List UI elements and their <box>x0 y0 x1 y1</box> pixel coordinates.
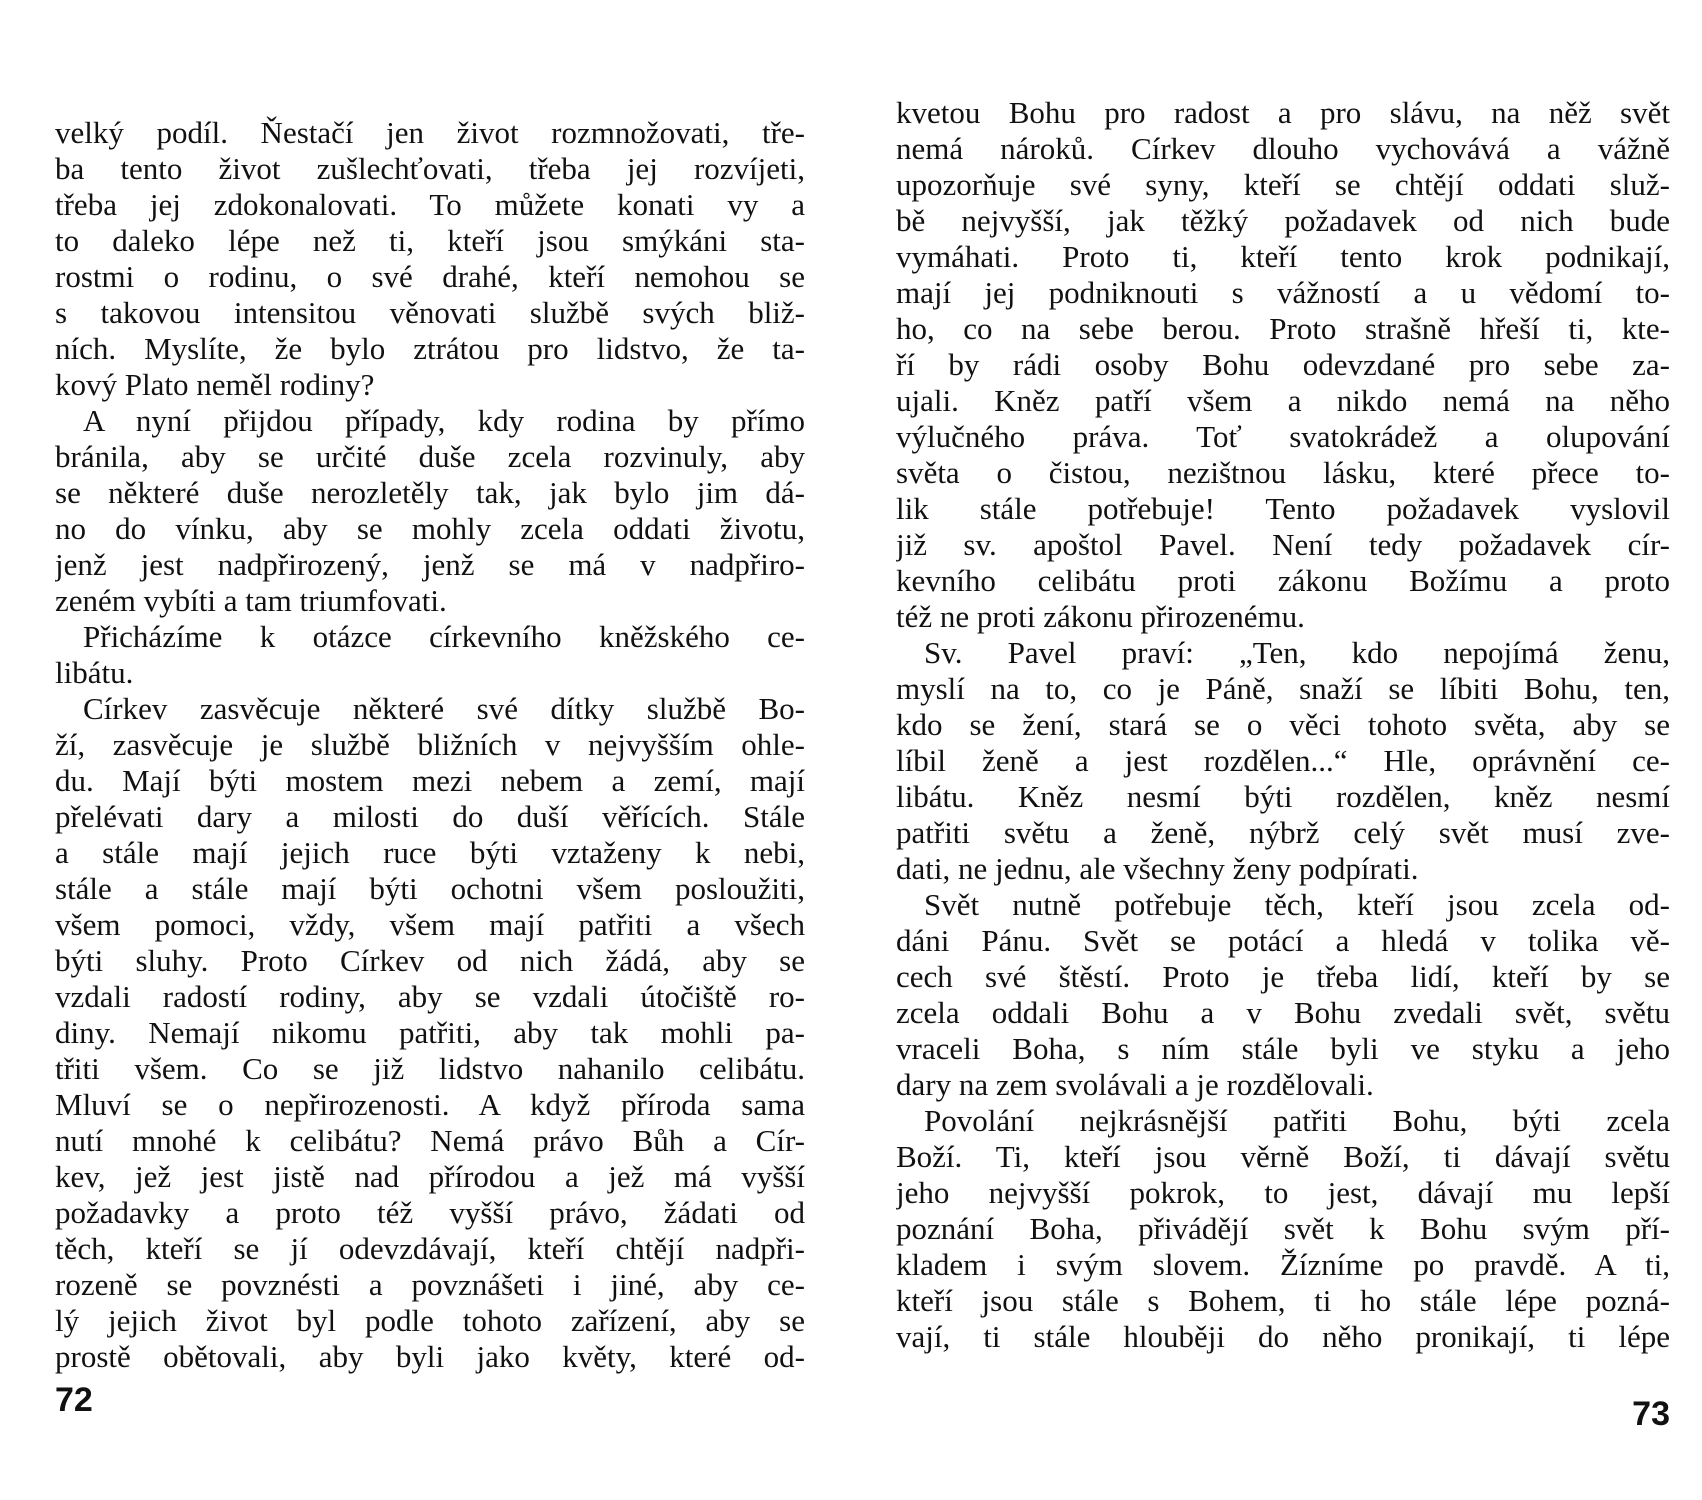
right-page-text <box>896 95 1670 1355</box>
text-line: již sv. apoštol Pavel. Není tedy požadavek cír- <box>896 527 1670 562</box>
text-line: všem pomoci, vždy, všem mají patřiti a všech <box>55 907 805 942</box>
text-line: těch, kteří se jí odevzdávají, kteří chtějí nadpři- <box>55 1231 805 1266</box>
text-line: kev, jež jest jistě nad přírodou a jež má vyšší <box>55 1159 805 1194</box>
text-line: libátu. Kněz nesmí býti rozdělen, kněz nesmí <box>896 779 1670 814</box>
text-line: Boží. Ti, kteří jsou věrně Boží, ti dávají světu <box>896 1139 1670 1174</box>
text-line: myslí na to, co je Páně, snaží se líbiti Bohu, ten, <box>896 671 1670 706</box>
text-line: výlučného práva. Toť svatokrádež a olupování <box>896 419 1670 454</box>
text-line: třiti všem. Co se již lidstvo nahanilo celibátu. <box>55 1051 805 1086</box>
text-line: kvetou Bohu pro radost a pro slávu, na něž svět <box>896 95 1670 130</box>
text-line: požadavky a proto též vyšší právo, žádati od <box>55 1195 805 1230</box>
text-line: cech své štěstí. Proto je třeba lidí, kteří by se <box>896 959 1670 994</box>
text-line: dati, ne jednu, ale všechny ženy podpírati. <box>896 851 1419 886</box>
text-line: zeném vybíti a tam triumfovati. <box>55 583 447 618</box>
text-line: Sv. Pavel praví: „Ten, kdo nepojímá ženu, <box>924 635 1670 670</box>
text-line: rostmi o rodinu, o své drahé, kteří nemohou se <box>55 259 805 294</box>
text-line: nutí mnohé k celibátu? Nemá právo Bůh a Cír- <box>55 1123 805 1158</box>
text-line: jenž jest nadpřirozený, jenž se má v nadpřiro- <box>55 547 805 582</box>
text-line: prostě obětovali, aby byli jako květy, které od- <box>55 1339 805 1374</box>
text-line: velký podíl. Ňestačí jen život rozmnožovati, tře- <box>55 115 805 150</box>
text-line: líbil ženě a jest rozdělen...“ Hle, oprávnění ce- <box>896 743 1670 778</box>
text-line: Mluví se o nepřirozenosti. A když příroda sama <box>55 1087 805 1122</box>
text-line: nemá nároků. Církev dlouho vychovává a vážně <box>896 131 1670 166</box>
text-line: stále a stále mají býti ochotni všem posloužiti, <box>55 871 805 906</box>
text-line: s takovou intensitou věnovati službě svých bliž- <box>55 295 805 330</box>
left-page-text <box>55 115 805 1375</box>
text-line: lý jejich život byl podle tohoto zařízení, aby se <box>55 1303 805 1338</box>
text-line: kteří jsou stále s Bohem, ti ho stále lépe pozná- <box>896 1283 1670 1318</box>
text-line: dáni Pánu. Svět se potácí a hledá v tolika vě- <box>896 923 1670 958</box>
text-line: třeba jej zdokonalovati. To můžete konati vy a <box>55 187 805 222</box>
text-line: kdo se žení, stará se o věci tohoto světa, aby se <box>896 707 1670 742</box>
text-line: lik stále potřebuje! Tento požadavek vyslovil <box>896 491 1670 526</box>
text-line: dary na zem svolávali a je rozdělovali. <box>896 1067 1374 1102</box>
text-line: kladem i svým slovem. Žízníme po pravdě. A ti, <box>896 1247 1670 1282</box>
text-line: se některé duše nerozletěly tak, jak bylo jim dá- <box>55 475 805 510</box>
text-line: ří by rádi osoby Bohu odevzdané pro sebe za- <box>896 347 1670 382</box>
right-page-number: 73 <box>1632 1395 1670 1433</box>
text-line: a stále mají jejich ruce býti vztaženy k nebi, <box>55 835 805 870</box>
text-line: rozeně se povznésti a povznášeti i jiné, aby ce- <box>55 1267 805 1302</box>
text-line: bě nejvyšší, jak těžký požadavek od nich bude <box>896 203 1670 238</box>
text-line: ujali. Kněz patří všem a nikdo nemá na něho <box>896 383 1670 418</box>
text-line: kový Plato neměl rodiny? <box>55 367 375 402</box>
text-line: býti sluhy. Proto Církev od nich žádá, aby se <box>55 943 805 978</box>
text-line: bránila, aby se určité duše zcela rozvinuly, aby <box>55 439 805 474</box>
text-line: libátu. <box>55 655 134 690</box>
text-line: ních. Myslíte, že bylo ztrátou pro lidstvo, že ta- <box>55 331 805 366</box>
text-line: Přicházíme k otázce církevního kněžského ce- <box>83 619 805 654</box>
text-line: přelévati dary a milosti do duší věřících. Stále <box>55 799 805 834</box>
text-line: no do vínku, aby se mohly zcela oddati životu, <box>55 511 805 546</box>
text-line: kevního celibátu proti zákonu Božímu a proto <box>896 563 1670 598</box>
text-line: Svět nutně potřebuje těch, kteří jsou zcela od- <box>924 887 1670 922</box>
text-line: světa o čistou, nezištnou lásku, které přece to- <box>896 455 1670 490</box>
left-page-number: 72 <box>55 1381 93 1419</box>
text-line: též ne proti zákonu přirozenému. <box>896 599 1305 634</box>
text-line: ží, zasvěcuje je službě bližních v nejvyšším ohle- <box>55 727 805 762</box>
text-line: A nyní přijdou případy, kdy rodina by přímo <box>83 403 805 438</box>
text-line: vraceli Boha, s ním stále byli ve styku a jeho <box>896 1031 1670 1066</box>
text-line: upozorňuje své syny, kteří se chtějí oddati služ- <box>896 167 1670 202</box>
text-line: Povolání nejkrásnější patřiti Bohu, býti zcela <box>924 1103 1670 1138</box>
text-line: vzdali radostí rodiny, aby se vzdali útočiště ro- <box>55 979 805 1014</box>
text-line: jeho nejvyšší pokrok, to jest, dávají mu lepší <box>896 1175 1670 1210</box>
text-line: poznání Boha, přivádějí svět k Bohu svým pří- <box>896 1211 1670 1246</box>
text-line: Církev zasvěcuje některé své dítky službě Bo- <box>83 691 805 726</box>
text-line: du. Mají býti mostem mezi nebem a zemí, mají <box>55 763 805 798</box>
text-line: zcela oddali Bohu a v Bohu zvedali svět, světu <box>896 995 1670 1030</box>
right-page <box>896 0 1670 1500</box>
text-line: patřiti světu a ženě, nýbrž celý svět musí zve- <box>896 815 1670 850</box>
text-line: to daleko lépe než ti, kteří jsou smýkáni sta- <box>55 223 805 258</box>
text-line: vymáhati. Proto ti, kteří tento krok podnikají, <box>896 239 1670 274</box>
text-line: vají, ti stále hlouběji do něho pronikají, ti lépe <box>896 1319 1670 1354</box>
text-line: diny. Nemají nikomu patřiti, aby tak mohli pa- <box>55 1015 805 1050</box>
text-line: ba tento život zušlechťovati, třeba jej rozvíjeti, <box>55 151 805 186</box>
text-line: mají jej podniknouti s vážností a u vědomí to- <box>896 275 1670 310</box>
text-line: ho, co na sebe berou. Proto strašně hřeší ti, kte- <box>896 311 1670 346</box>
left-page <box>55 0 805 1500</box>
